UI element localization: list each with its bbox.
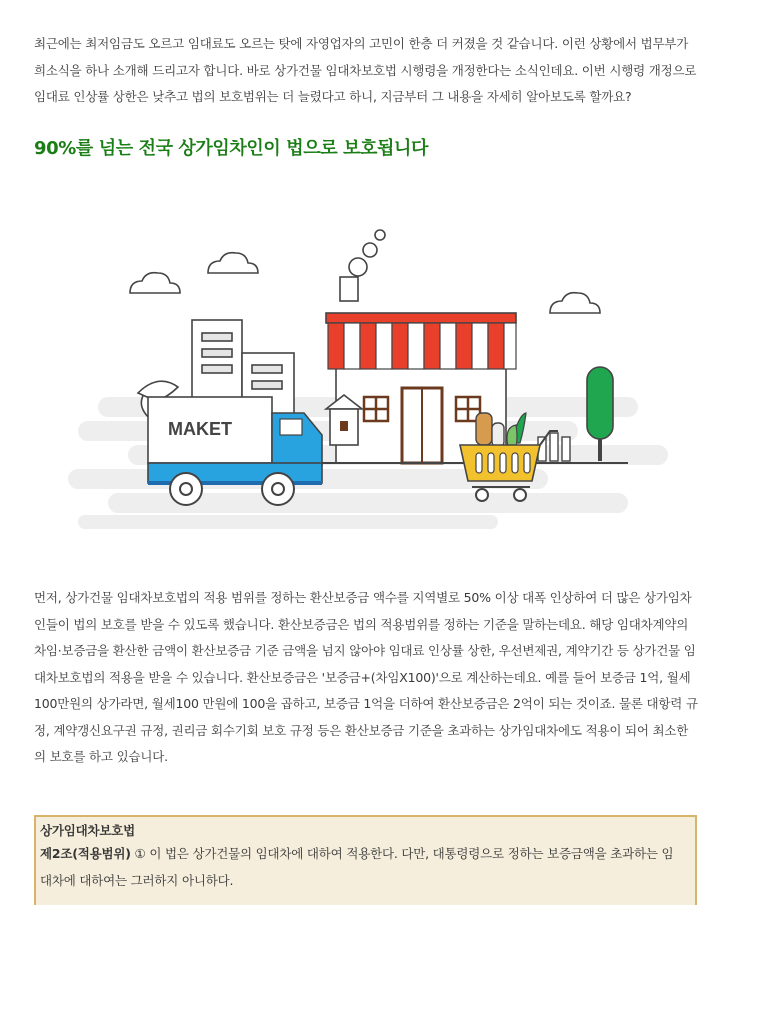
law-box-title: 상가임대차보호법 xyxy=(40,823,136,838)
law-line xyxy=(40,841,692,868)
law-line: 대차에 대하여는 그러하지 아니하다. xyxy=(40,872,234,888)
body-line: 먼저, 상가건물 임대차보호법의 적용 범위를 정하는 환산보증금 액수를 지역별로 50% 이상 대폭 인상하여 더 많은 상가임차 xyxy=(34,590,692,605)
section-heading: 90%를 넘는 전국 상가임차인이 법으로 보호됩니다 xyxy=(34,138,428,159)
body-line: 차임·보증금을 환산한 금액이 환산보증금 기준 금액을 넘지 않아야 임대료 인상률 상한, 우선변제권, 계약기간 등 상가건물 임 xyxy=(34,643,696,658)
intro-line: 희소식을 하나 소개해 드리고자 합니다. 바로 상가건물 임대차보호법 시행령을 개정한다는 소식인데요. 이번 시행령 개정으로 xyxy=(34,62,697,78)
store-illustration xyxy=(68,225,688,545)
smoke-icon xyxy=(349,230,385,276)
law-box-text xyxy=(40,841,692,894)
truck-label: MAKET xyxy=(168,419,232,439)
body-line: 정, 계약갱신요구권 규정, 권리금 회수기회 보호 규정 등은 환산보증금 기준을 초과하는 상가임대차에도 적용이 되어 최소한 xyxy=(34,722,689,738)
law-quote-box xyxy=(34,815,697,905)
fence xyxy=(538,433,570,461)
intro-paragraph xyxy=(34,31,724,111)
body-line: 100만원의 상가라면, 월세100 만원에 100을 곱하고, 보증금 1억을 더하여 환산보증금은 2억이 되는 것이죠. 물론 대항력 규 xyxy=(34,696,698,711)
body-line: 대차보호법의 적용을 받을 수 있습니다. 환산보증금은 '보증금+(차임X100)'으로 계산하는데요. 예를 들어 보증금 1억, 월세 xyxy=(34,669,691,685)
law-article-text: ① 이 법은 상가건물의 임대차에 대하여 적용한다. 다만, 대통령령으로 정하는 보증금액을 초과하는 임 xyxy=(130,846,674,861)
body-line: 의 보호를 하고 있습니다. xyxy=(34,749,168,764)
body-paragraph xyxy=(34,585,724,771)
intro-line: 임대료 인상률 상한은 낮추고 법의 보호범위는 더 늘렸다고 하니, 지금부터 그 내용을 자세히 알아보도록 할까요? xyxy=(34,89,632,104)
body-line: 인들이 법의 보호를 받을 수 있도록 했습니다. 환산보증금은 법의 적용범위를 정하는 기준을 말하는데요. 해당 임대차계약의 xyxy=(34,616,689,632)
law-article-label: 제2조(적용범위) xyxy=(40,846,131,861)
intro-line: 최근에는 최저임금도 오르고 임대료도 오르는 탓에 자영업자의 고민이 한층 더 커졌을 것 같습니다. 이런 상황에서 법무부가 xyxy=(34,36,689,51)
